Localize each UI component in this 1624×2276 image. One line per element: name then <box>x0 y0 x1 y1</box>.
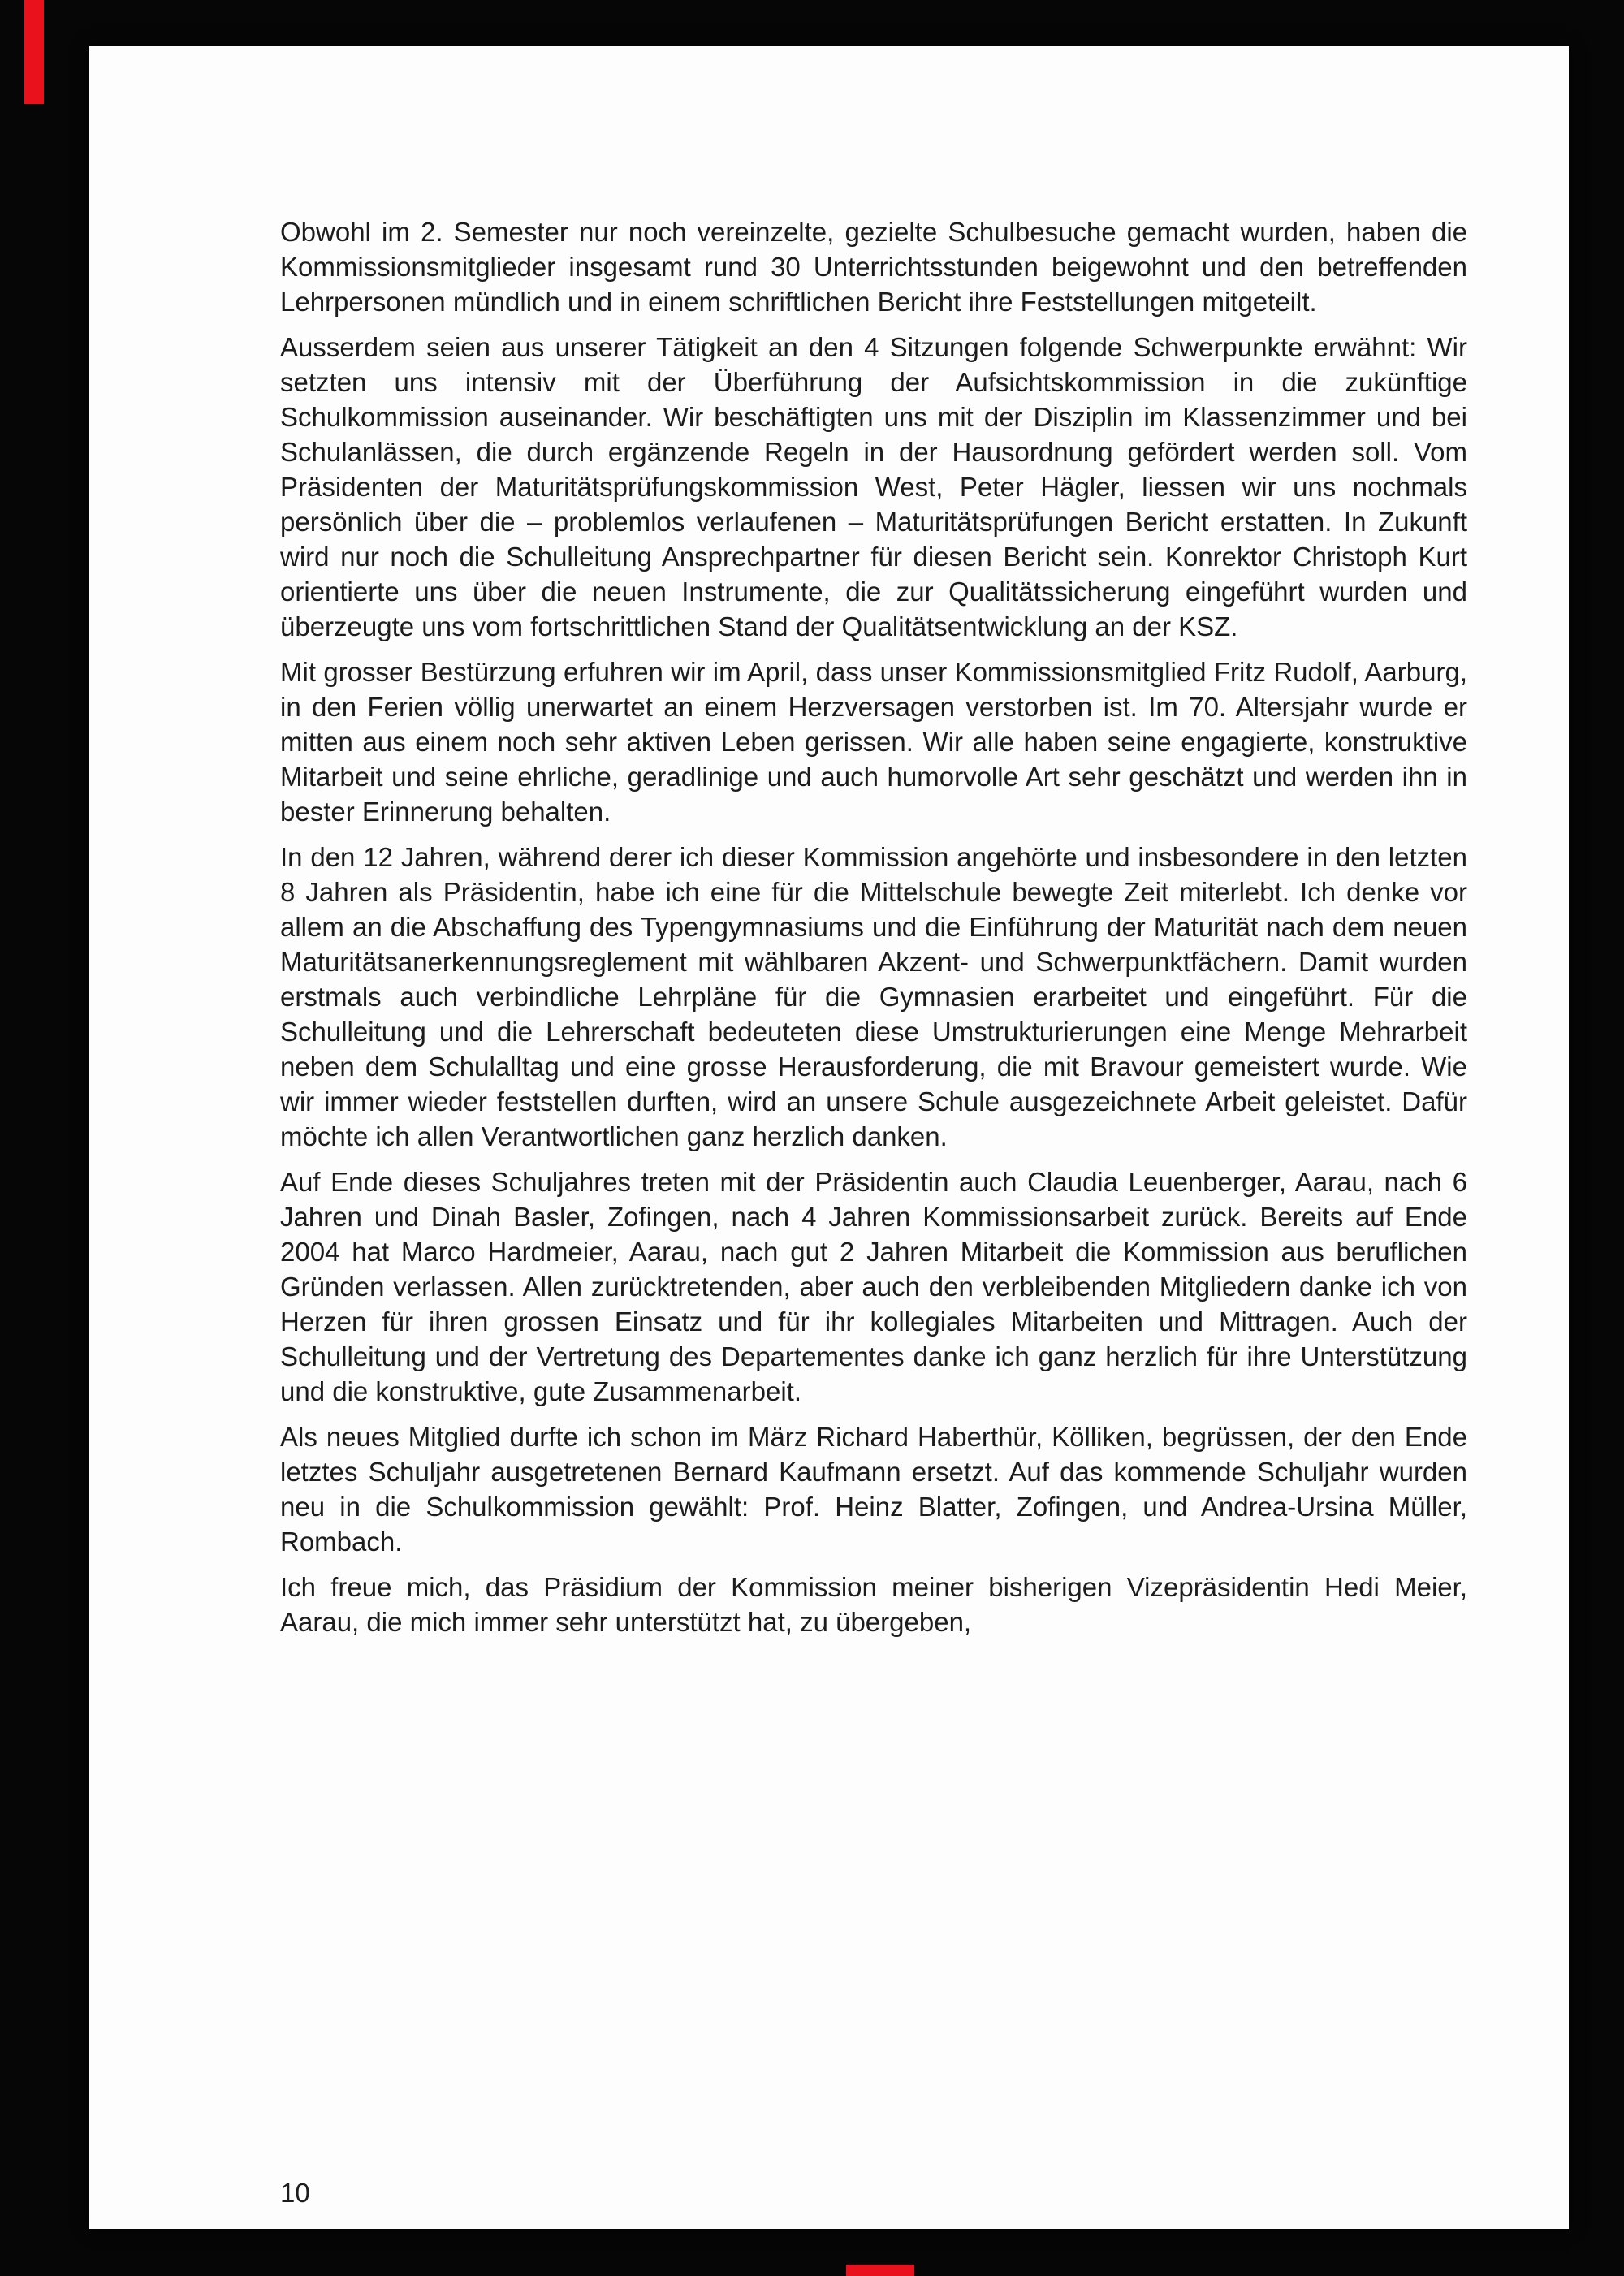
paragraph-ruecktritte: Auf Ende dieses Schuljahres treten mit der Präsidentin auch Claudia Leuenberger, Aarau, nach 6 Jahren und Dinah Basler, Zofingen, nach 4 Jahren Kommissionsarbeit zurück. Bereits auf Ende 2004 hat Marco Hardmeier, Aarau, nach gut 2 Jahren Mitarbeit die Kommission aus beruflichen Gründen verlassen. Allen zurücktretenden, aber auch den verbleibenden Mitgliedern danke ich von Herzen für ihren grossen Einsatz und für ihr kollegiales Mitarbeiten und Mittragen. Auch der Schulleitung und der Vertretung des Departementes danke ich ganz herzlich für ihre Unterstützung und die konstruktive, gute Zusammenarbeit. <box>280 1167 1467 1406</box>
document-page <box>89 46 1569 2229</box>
paragraph-schulbesuche: Obwohl im 2. Semester nur noch vereinzelte, gezielte Schulbesuche gemacht wurden, haben die Kommissionsmitglieder insgesamt rund 30 Unterrichtsstunden beigewohnt und den betreffenden Lehrpersonen mündlich und in einem schriftlichen Bericht ihre Feststellungen mitgeteilt. <box>280 217 1467 317</box>
paragraph-rueckblick-12-jahre: In den 12 Jahren, während derer ich dieser Kommission angehörte und insbesondere in den letzten 8 Jahren als Präsidentin, habe ich eine für die Mittelschule bewegte Zeit miterlebt. Ich denke vor allem an die Abschaffung des Typengymnasiums und die Einführung der Maturität nach dem neuen Maturitätsanerkennungsreglement mit wählbaren Akzent- und Schwerpunktfächern. Damit wurden erstmals auch verbindliche Lehrpläne für die Gymnasien erarbeitet und eingeführt. Für die Schulleitung und die Lehrerschaft bedeuteten diese Umstrukturierungen eine Menge Mehrarbeit neben dem Schulalltag und eine grosse Herausforderung, die mit Bravour gemeistert wurde. Wie wir immer wieder feststellen durften, wird an unsere Schule ausgezeichnete Arbeit geleistet. Dafür möchte ich allen Verantwortlichen ganz herzlich danken. <box>280 842 1467 1151</box>
text-block <box>280 214 1467 1650</box>
red-bottom-stripe <box>846 2265 914 2276</box>
paragraph-praesidium-uebergabe: Ich freue mich, das Präsidium der Kommission meiner bisherigen Vizepräsidentin Hedi Meier, Aarau, die mich immer sehr unterstützt hat, zu übergeben, <box>280 1572 1467 1637</box>
page-number: 10 <box>280 2178 310 2208</box>
paragraph-nachruf-fritz-rudolf: Mit grosser Bestürzung erfuhren wir im April, dass unser Kommissionsmitglied Fritz Rudolf, Aarburg, in den Ferien völlig unerwartet an einem Herzversagen verstorben ist. Im 70. Altersjahr wurde er mitten aus einem noch sehr aktiven Leben gerissen. Wir alle haben seine engagierte, konstruktive Mitarbeit und seine ehrliche, geradlinige und auch humorvolle Art sehr geschätzt und werden ihn in bester Erinnerung behalten. <box>280 657 1467 827</box>
paragraph-taetigkeit-sitzungen: Ausserdem seien aus unserer Tätigkeit an den 4 Sitzungen folgende Schwerpunkte erwähnt: Wir setzten uns intensiv mit der Überführung der Aufsichtskommission in die zukünftige Schulkommission auseinander. Wir beschäftigten uns mit der Disziplin im Klassenzimmer und bei Schulanlässen, die durch ergänzende Regeln in der Hausordnung gefördert werden soll. Vom Präsidenten der Maturitätsprüfungskommission West, Peter Hägler, liessen wir uns nochmals persönlich über die – problemlos verlaufenen – Maturitätsprüfungen Bericht erstatten. In Zukunft wird nur noch die Schulleitung Ansprechpartner für diesen Bericht sein. Konrektor Christoph Kurt orientierte uns über die neuen Instrumente, die zur Qualitätssicherung eingeführt wurden und überzeugte uns vom fortschrittlichen Stand der Qualitätsentwicklung an der KSZ. <box>280 332 1467 641</box>
paragraph-neue-mitglieder: Als neues Mitglied durfte ich schon im März Richard Haberthür, Kölliken, begrüssen, der den Ende letztes Schuljahr ausgetretenen Bernard Kaufmann ersetzt. Auf das kommende Schuljahr wurden neu in die Schulkommission gewählt: Prof. Heinz Blatter, Zofingen, und Andrea-Ursina Müller, Rombach. <box>280 1422 1467 1557</box>
red-bookmark-stripe <box>24 0 44 104</box>
